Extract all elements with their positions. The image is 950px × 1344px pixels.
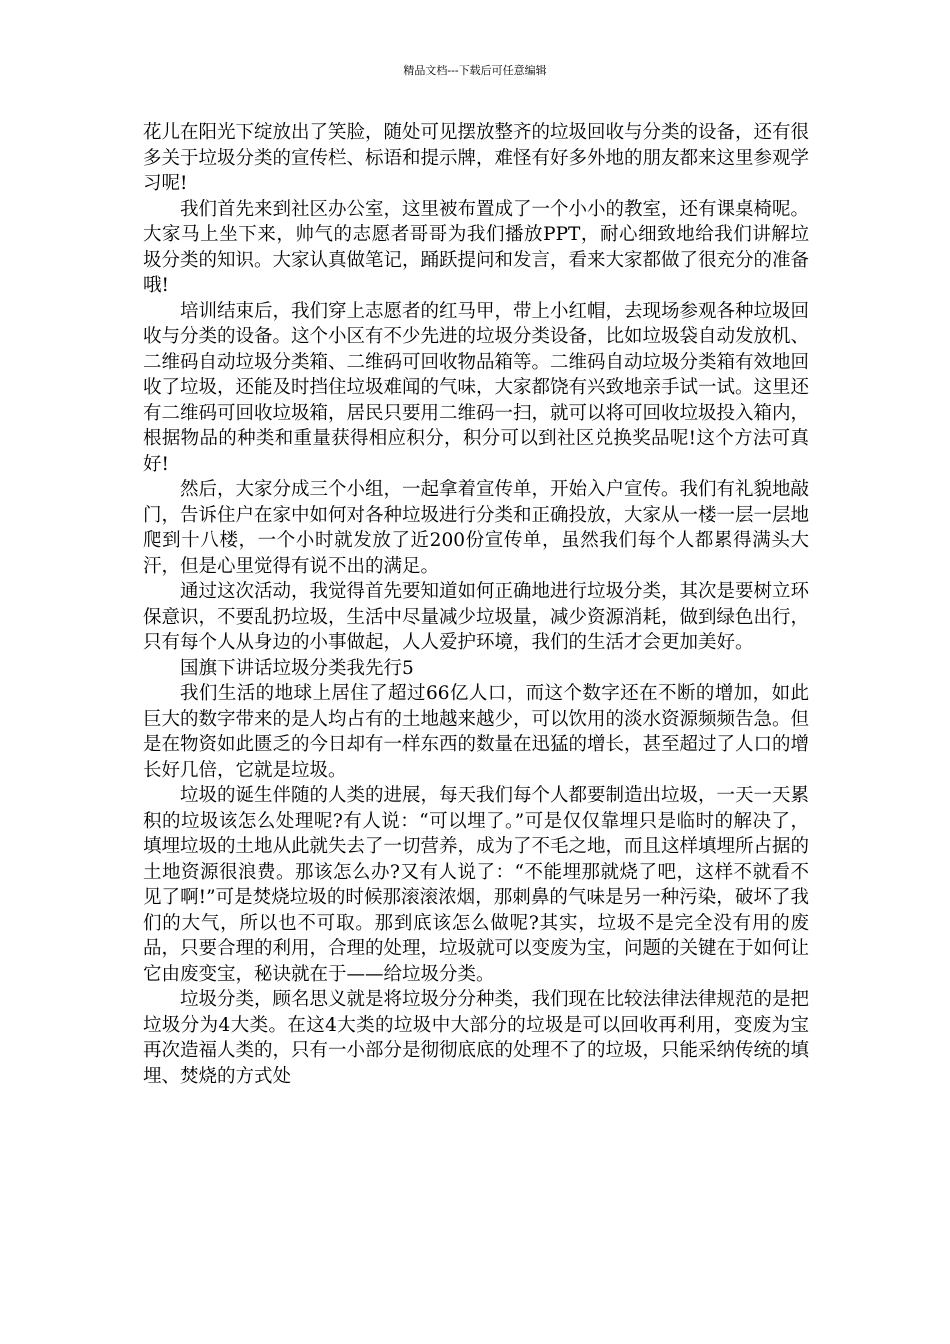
paragraph: 花儿在阳光下绽放出了笑脸，随处可见摆放整齐的垃圾回收与分类的设备，还有很多关于垃圾分类的宣传栏、标语和提示牌，难怪有好多外地的朋友都来这里参观学习呢!: [143, 122, 810, 194]
paragraph: 我们首先来到社区办公室，这里被布置成了一个小小的教室，还有课桌椅呢。大家马上坐下来，帅气的志愿者哥哥为我们播放PPT，耐心细致地给我们讲解垃圾分类的知识。大家认真做笔记，踊跃提问和发言，看来大家都做了很充分的准备哦!: [143, 198, 810, 296]
paragraph: 通过这次活动，我觉得首先要知道如何正确地进行垃圾分类，其次是要树立环保意识，不要乱扔垃圾，生活中尽量减少垃圾量，减少资源消耗，做到绿色出行，只有每个人从身边的小事做起，人人爱护环境，我们的生活才会更加美好。: [143, 581, 810, 653]
page-header: 精品文档---下载后可任意编辑: [403, 64, 547, 77]
paragraph: 然后，大家分成三个小组，一起拿着宣传单，开始入户宣传。我们有礼貌地敲门，告诉住户在家中如何对各种垃圾进行分类和正确投放，大家从一楼一层一层地爬到十八楼，一个小时就发放了近200份宣传单，虽然我们每个人都累得满头大汗，但是心里觉得有说不出的满足。: [143, 479, 810, 577]
paragraph: 培训结束后，我们穿上志愿者的红马甲，带上小红帽，去现场参观各种垃圾回收与分类的设备。这个小区有不少先进的垃圾分类设备，比如垃圾袋自动发放机、二维码自动垃圾分类箱、二维码可回收物品箱等。二维码自动垃圾分类箱有效地回收了垃圾，还能及时挡住垃圾难闻的气味，大家都饶有兴致地亲手试一试。这里还有二维码可回收垃圾箱，居民只要用二维码一扫，就可以将可回收垃圾投入箱内，根据物品的种类和重量获得相应积分，积分可以到社区兑换奖品呢!这个方法可真好!: [143, 300, 810, 475]
paragraph: 垃圾的诞生伴随的人类的进展，每天我们每个人都要制造出垃圾，一天一天累积的垃圾该怎么处理呢?有人说：“可以埋了。”可是仅仅靠埋只是临时的解决了，填埋垃圾的土地从此就失去了一切营养，成为了不毛之地，而且这样填埋所占据的土地资源很浪费。那该怎么办?又有人说了：“不能埋那就烧了吧，这样不就看不见了啊!”可是焚烧垃圾的时候那滚滚浓烟，那刺鼻的气味是另一种污染，破坏了我们的大气，所以也不可取。那到底该怎么做呢?其实，垃圾不是完全没有用的废品，只要合理的利用，合理的处理，垃圾就可以变废为宝，问题的关键在于如何让它由废变宝，秘诀就在于——给垃圾分类。: [143, 785, 810, 985]
document-body: [143, 120, 809, 1089]
paragraph: 垃圾分类，顾名思义就是将垃圾分分种类，我们现在比较法律法律规范的是把垃圾分为4大类。在这4大类的垃圾中大部分的垃圾是可以回收再利用，变废为宝再次造福人类的，只有一小部分是彻彻底底的处理不了的垃圾，只能采纳传统的填埋、焚烧的方式处: [143, 989, 810, 1087]
paragraph: 我们生活的地球上居住了超过66亿人口，而这个数字还在不断的增加，如此巨大的数字带来的是人均占有的土地越来越少，可以饮用的淡水资源频频告急。但是在物资如此匮乏的今日却有一样东西的数量在迅猛的增长，甚至超过了人口的增长好几倍，它就是垃圾。: [143, 683, 810, 781]
section-heading: 国旗下讲话垃圾分类我先行5: [180, 657, 414, 679]
